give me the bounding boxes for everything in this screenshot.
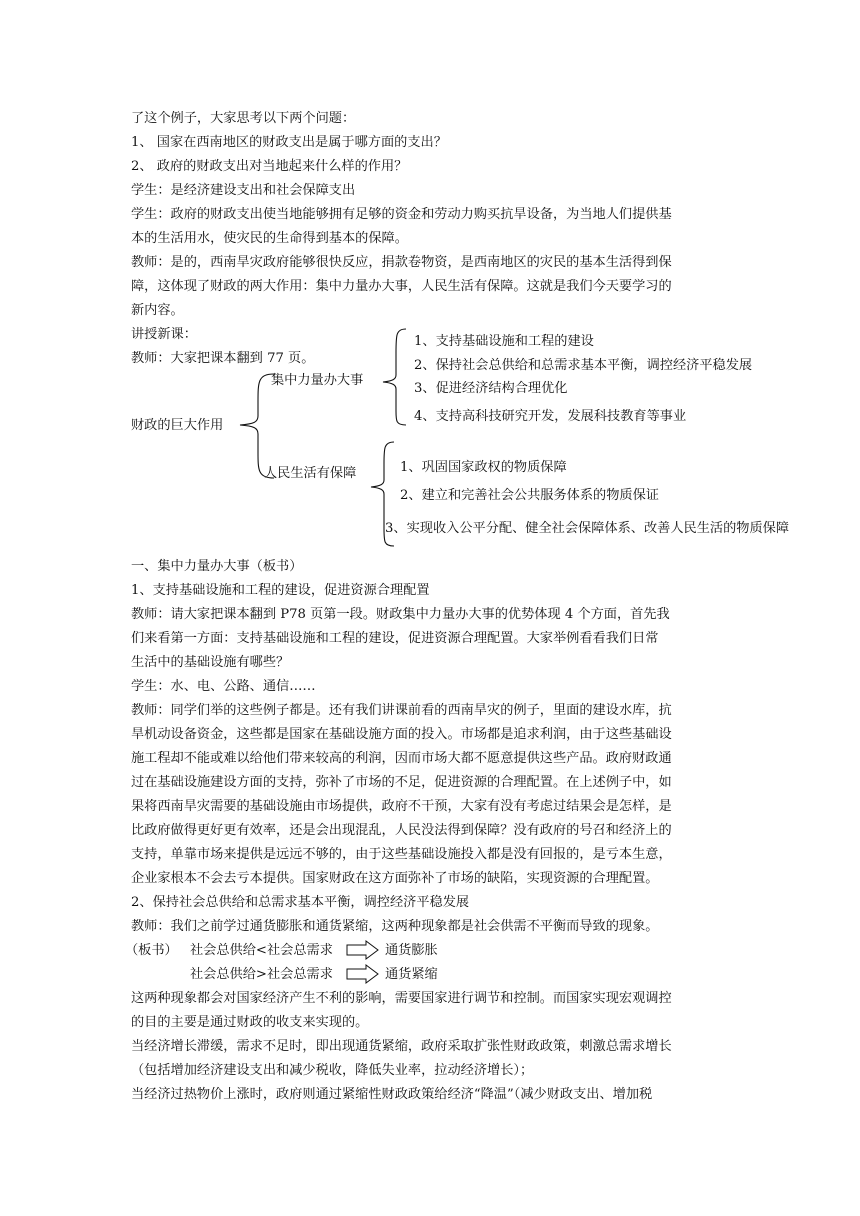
right-arrow-icon xyxy=(346,964,380,984)
student-answer: 学生：是经济建设支出和社会保障支出 xyxy=(131,183,356,198)
board-result-1: 通货膨胀 xyxy=(385,943,438,958)
diagram-root: 财政的巨大作用 xyxy=(131,418,224,433)
text-line: 本的生活用水，使灾民的生命得到基本的保障。 xyxy=(131,231,408,246)
text-line: 障，这体现了财政的两大作用：集中力量办大事，人民生活有保障。这就是我们今天要学习的 xyxy=(131,279,672,294)
diagram-branch-2: 人民生活有保障 xyxy=(264,466,357,481)
text-line: 企业家根本不会去亏本提供。国家财政在这方面弥补了市场的缺陷，实现资源的合理配置。 xyxy=(131,871,659,886)
branch-1-brace xyxy=(380,327,410,427)
text-line: 旱机动设备资金，这些都是国家在基础设施方面的投入。市场都是追求利润，由于这些基础设 xyxy=(131,727,672,742)
question-1: 1、 国家在西南地区的财政支出是属于哪方面的支出？ xyxy=(131,135,447,150)
text-line: 过在基础设施建设方面的支持，弥补了市场的不足，促进资源的合理配置。在上述例子中，如 xyxy=(131,775,672,790)
board-formula-2: 社会总供给>社会总需求 xyxy=(190,967,333,982)
text-line: 这两种现象都会对国家经济产生不利的影响，需要国家进行调节和控制。而国家实现宏观调控 xyxy=(131,991,672,1006)
branch-1-item: 4、支持高科技研究开发，发展科技教育等事业 xyxy=(414,409,687,424)
branch-1-item: 3、促进经济结构合理优化 xyxy=(414,381,568,396)
text-line: 们来看第一方面：支持基础设施和工程的建设，促进资源合理配置。大家举例看看我们日常 xyxy=(131,631,659,646)
teacher-speech: 教师：是的，西南旱灾政府能够很快反应，捐款卷物资，是西南地区的灾民的基本生活得到保 xyxy=(131,255,672,270)
student-answer: 学生：政府的财政支出使当地能够拥有足够的资金和劳动力购买抗旱设备，为当地人们提供基 xyxy=(131,207,672,222)
branch-1-item: 1、支持基础设施和工程的建设 xyxy=(414,334,594,349)
text-line: 新内容。 xyxy=(131,303,184,318)
teacher-speech: 教师：大家把课本翻到 77 页。 xyxy=(131,351,315,366)
branch-2-item: 3、实现收入公平分配、健全社会保障体系、改善人民生活的物质保障 xyxy=(385,521,790,536)
text-line: 当经济增长滞缓，需求不足时，即出现通货紧缩，政府采取扩张性财政政策，刺激总需求增长 xyxy=(131,1039,672,1054)
section-heading: 讲授新课： xyxy=(131,327,197,342)
section-heading: 一、集中力量办大事（板书） xyxy=(131,559,303,574)
text-line: 当经济过热物价上涨时，政府则通过紧缩性财政政策给经济“降温”（减少财政支出、增加税 xyxy=(131,1087,653,1102)
board-result-2: 通货紧缩 xyxy=(385,967,438,982)
text-line: 比政府做得更好更有效率，还是会出现混乱，人民没法得到保障？没有政府的号召和经济上的 xyxy=(131,823,672,838)
branch-1-item: 2、保持社会总供给和总需求基本平衡，调控经济平稳发展 xyxy=(414,358,753,373)
branch-2-item: 1、巩固国家政权的物质保障 xyxy=(400,460,567,475)
teacher-speech: 教师：同学们举的这些例子都是。还有我们讲课前看的西南旱灾的例子，里面的建设水库，抗 xyxy=(131,703,672,718)
question-2: 2、 政府的财政支出对当地起来什么样的作用？ xyxy=(131,159,408,174)
text-line: 施工程却不能或难以给他们带来较高的利润，因而市场大都不愿意提供这些产品。政府财政通 xyxy=(131,751,672,766)
sub-heading: 2、保持社会总供给和总需求基本平衡，调控经济平稳发展 xyxy=(131,895,470,910)
right-arrow-icon xyxy=(346,940,380,960)
student-answer: 学生：水、电、公路、通信…… xyxy=(131,679,316,694)
diagram-branch-1: 集中力量办大事 xyxy=(271,373,364,388)
text-line: 支持，单靠市场来提供是远远不够的，由于这些基础设施投入都是没有回报的，是亏本生意， xyxy=(131,847,672,862)
teacher-speech: 教师：我们之前学过通货膨胀和通货紧缩，这两种现象都是社会供需不平衡而导致的现象。 xyxy=(131,919,659,934)
text-line: 的目的主要是通过财政的收支来实现的。 xyxy=(131,1015,369,1030)
teacher-speech: 教师：请大家把课本翻到 P78 页第一段。财政集中力量办大事的优势体现 4 个方面，首先我 xyxy=(131,607,670,622)
text-line: 生活中的基础设施有哪些？ xyxy=(131,655,290,670)
branch-2-item: 2、建立和完善社会公共服务体系的物质保证 xyxy=(400,488,659,503)
text-line: （包括增加经济建设支出和减少税收，降低失业率，拉动经济增长）； xyxy=(131,1063,534,1078)
sub-heading: 1、支持基础设施和工程的建设，促进资源合理配置 xyxy=(131,583,430,598)
board-formula-1: 社会总供给<社会总需求 xyxy=(190,943,333,958)
text-line: 了这个例子，大家思考以下两个问题： xyxy=(131,111,356,126)
text-line: 果将西南旱灾需要的基础设施由市场提供，政府不干预，大家有没有考虑过结果会是怎样，是 xyxy=(131,799,672,814)
board-label: （板书） xyxy=(125,943,178,958)
